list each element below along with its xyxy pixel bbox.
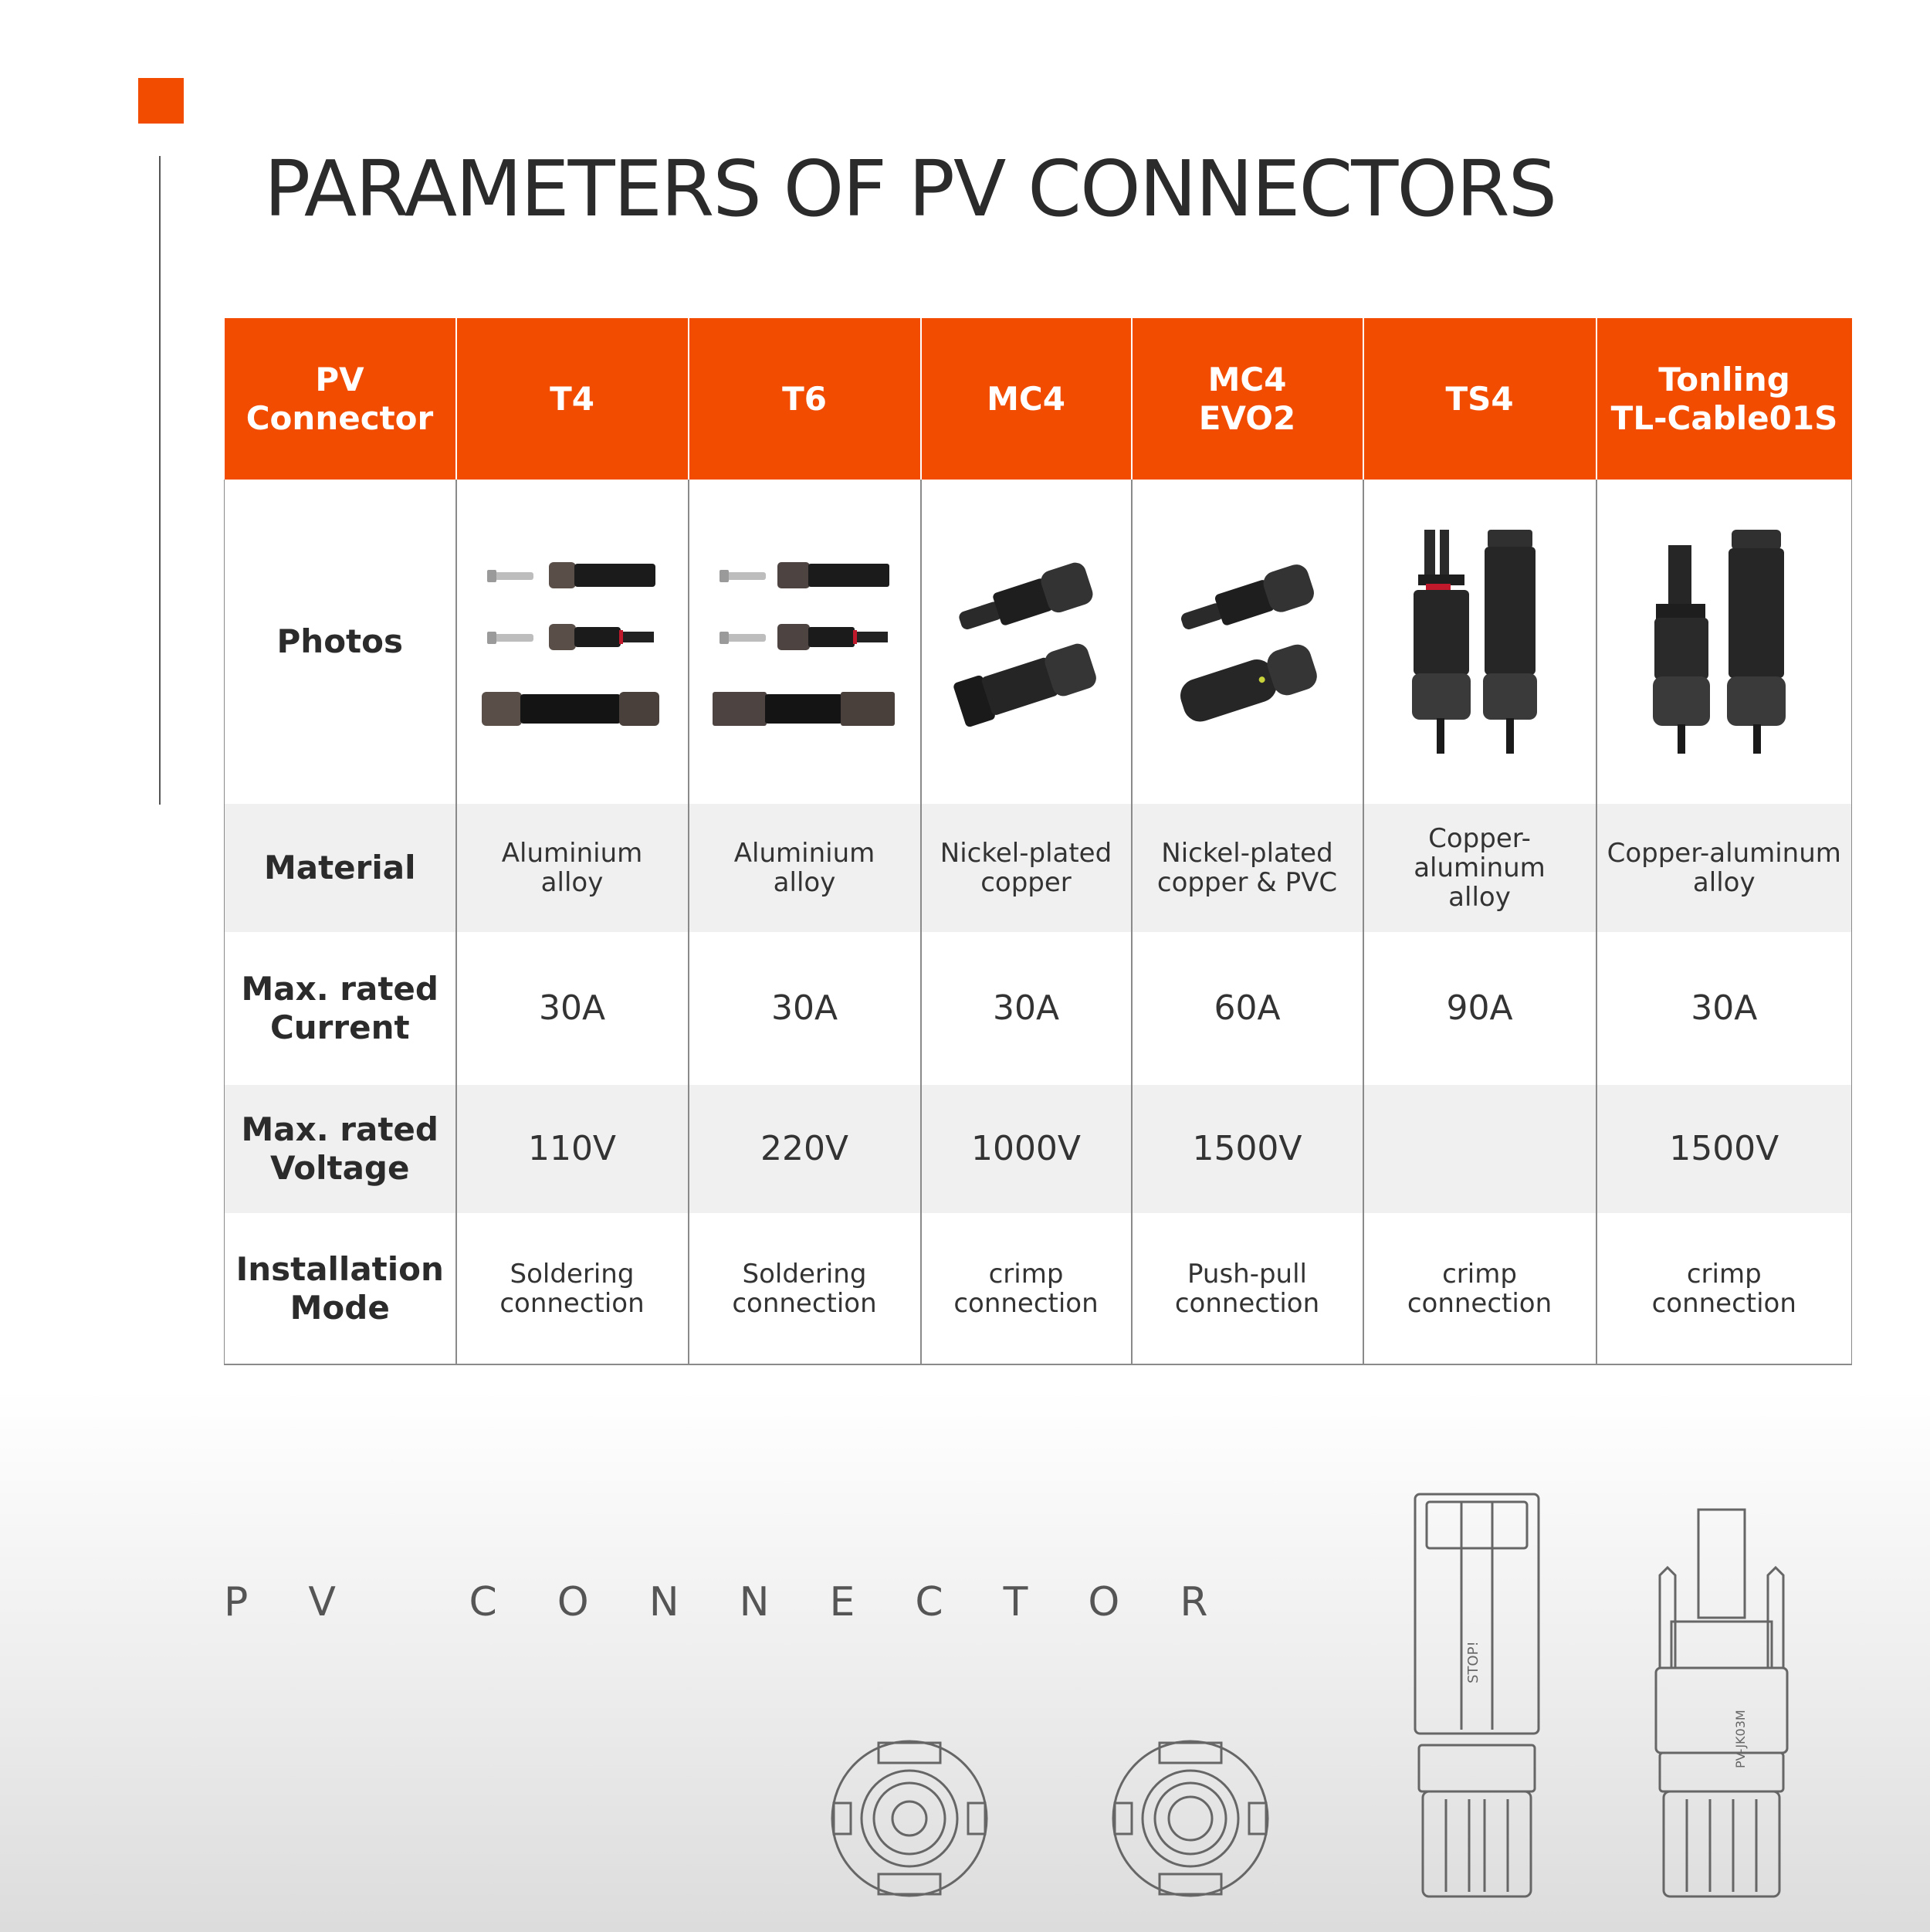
photo-ts4	[1363, 480, 1596, 804]
voltage-t4: 110V	[456, 1085, 689, 1213]
install-tonling: crimp connection	[1596, 1213, 1852, 1364]
current-ts4: 90A	[1363, 932, 1596, 1085]
photo-mc4	[921, 480, 1132, 804]
row-label-current: Max. rated Current	[225, 932, 456, 1085]
voltage-mc4-evo2: 1500V	[1132, 1085, 1363, 1213]
female-connector-side-drawing	[1411, 1490, 1542, 1900]
voltage-mc4: 1000V	[921, 1085, 1132, 1213]
stop-label: STOP!	[1465, 1641, 1481, 1683]
t4-connector-image	[476, 545, 669, 738]
install-t6: Soldering connection	[689, 1213, 921, 1364]
header-t4: T4	[456, 318, 689, 480]
voltage-tonling: 1500V	[1596, 1085, 1852, 1213]
t6-connector-image	[708, 545, 901, 738]
voltage-t6: 220V	[689, 1085, 921, 1213]
tonling-connector-image	[1639, 530, 1809, 754]
connector-spec-table	[224, 318, 1852, 1365]
current-tonling: 30A	[1596, 932, 1852, 1085]
install-mc4: crimp connection	[921, 1213, 1132, 1364]
table-row-photos	[225, 480, 1852, 804]
page-title: PARAMETERS OF PV CONNECTORS	[264, 144, 1556, 234]
photo-t6	[689, 480, 921, 804]
mc4-evo2-connector-image	[1170, 545, 1325, 738]
table-row-installation	[225, 1213, 1852, 1364]
current-mc4: 30A	[921, 932, 1132, 1085]
material-t4: Aluminium alloy	[456, 804, 689, 932]
voltage-ts4	[1363, 1085, 1596, 1213]
male-connector-side-drawing	[1652, 1506, 1791, 1900]
header-mc4: MC4	[921, 318, 1132, 480]
current-t6: 30A	[689, 932, 921, 1085]
row-label-voltage: Max. rated Voltage	[225, 1085, 456, 1213]
accent-square	[138, 78, 184, 124]
brand-label: PV-JK03M	[1733, 1710, 1748, 1768]
current-t4: 30A	[456, 932, 689, 1085]
table-row-current	[225, 932, 1852, 1085]
material-ts4: Copper-aluminum alloy	[1363, 804, 1596, 932]
connector-end-view-drawing-1	[824, 1734, 994, 1903]
row-label-installation: Installation Mode	[225, 1213, 456, 1364]
photo-mc4-evo2	[1132, 480, 1363, 804]
row-label-material: Material	[225, 804, 456, 932]
header-pv-connector: PV Connector	[225, 318, 456, 480]
install-t4: Soldering connection	[456, 1213, 689, 1364]
pv-connector-caption: PV CONNECTOR	[224, 1579, 1268, 1625]
connector-end-view-drawing-2	[1106, 1734, 1275, 1903]
table-row-voltage	[225, 1085, 1852, 1213]
material-mc4-evo2: Nickel-plated copper & PVC	[1132, 804, 1363, 932]
photo-t4	[456, 480, 689, 804]
table-header-row	[225, 318, 1852, 480]
install-ts4: crimp connection	[1363, 1213, 1596, 1364]
material-t6: Aluminium alloy	[689, 804, 921, 932]
current-mc4-evo2: 60A	[1132, 932, 1363, 1085]
header-t6: T6	[689, 318, 921, 480]
table-row-material	[225, 804, 1852, 932]
mc4-connector-image	[949, 545, 1103, 738]
material-tonling: Copper-aluminum alloy	[1596, 804, 1852, 932]
material-mc4: Nickel-plated copper	[921, 804, 1132, 932]
header-ts4: TS4	[1363, 318, 1596, 480]
header-tonling: Tonling TL-Cable01S	[1596, 318, 1852, 480]
ts4-connector-image	[1395, 530, 1565, 754]
row-label-photos: Photos	[225, 480, 456, 804]
photo-tonling	[1596, 480, 1852, 804]
install-mc4-evo2: Push-pull connection	[1132, 1213, 1363, 1364]
header-mc4-evo2: MC4 EVO2	[1132, 318, 1363, 480]
decorative-vertical-line	[159, 156, 161, 805]
